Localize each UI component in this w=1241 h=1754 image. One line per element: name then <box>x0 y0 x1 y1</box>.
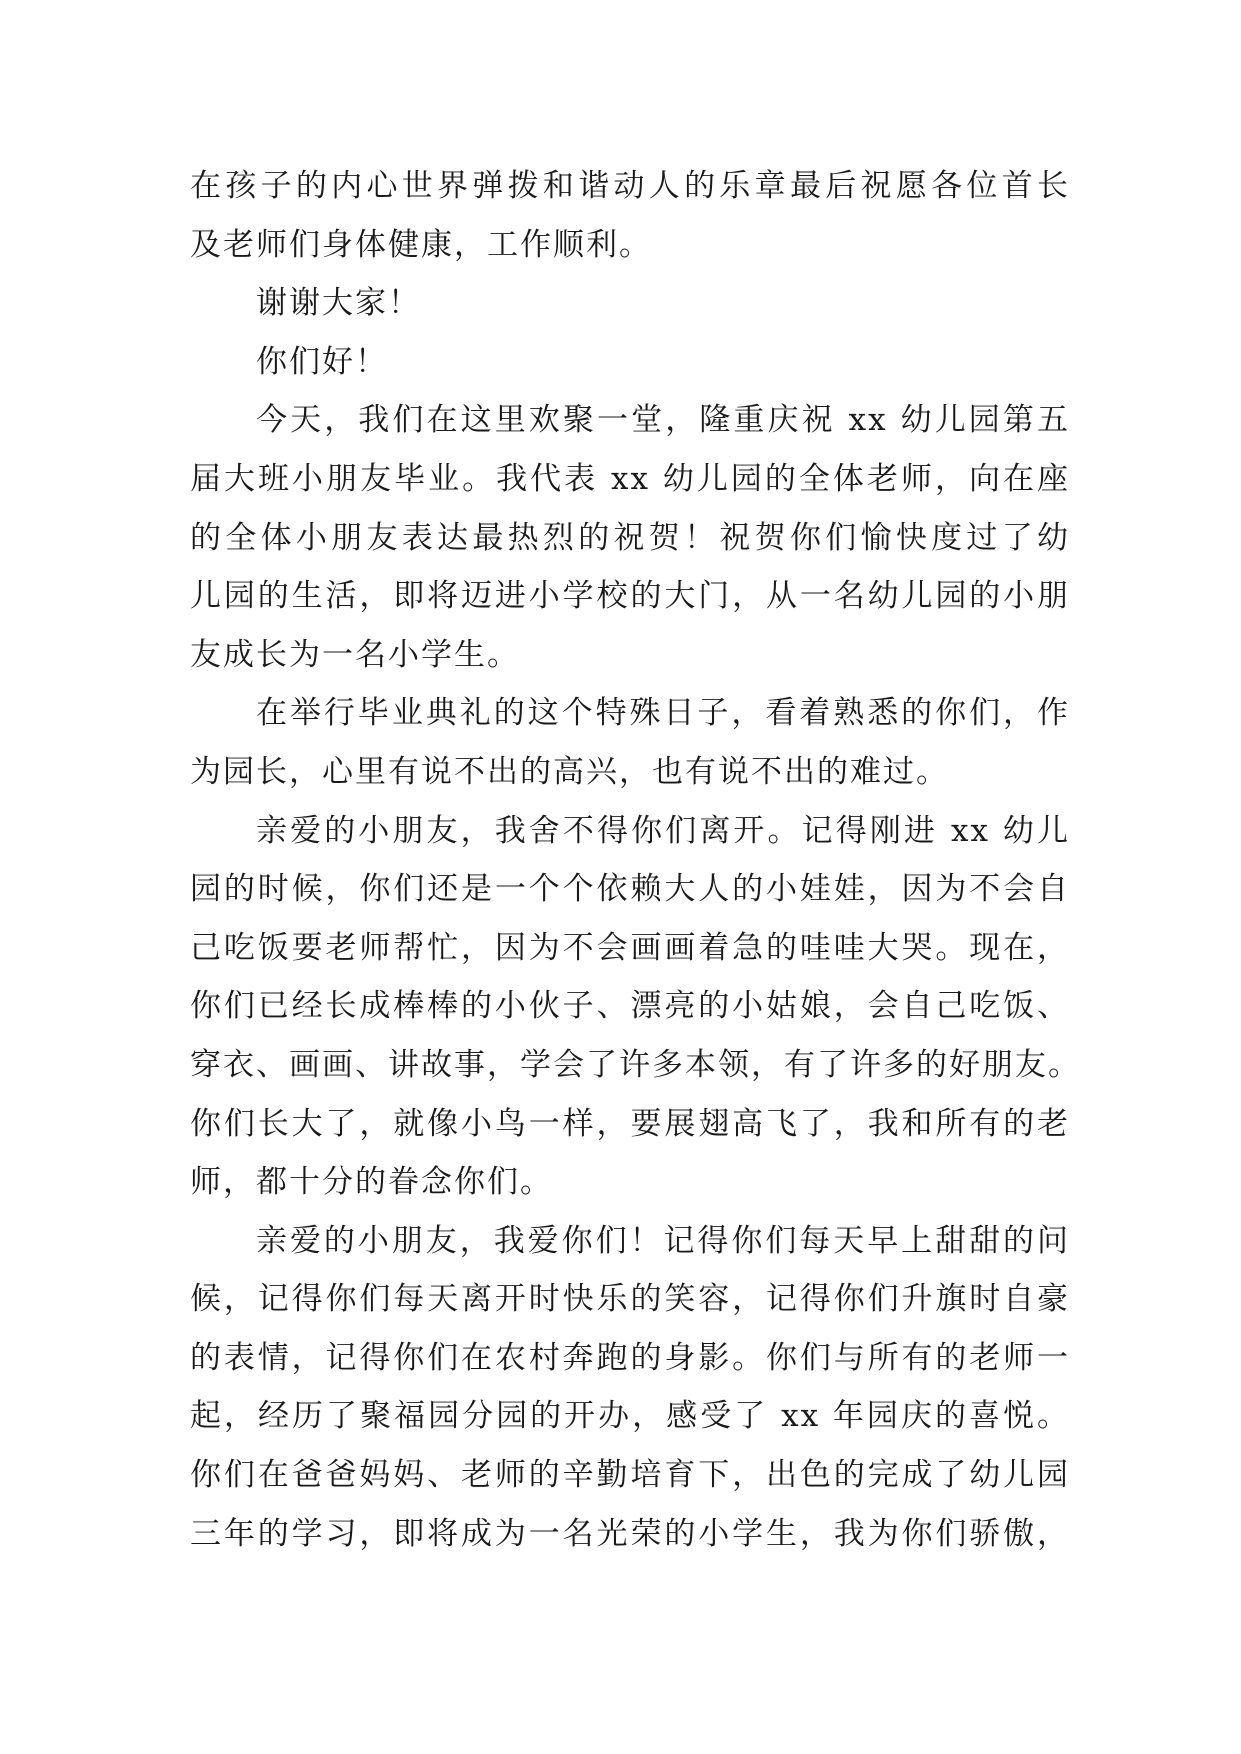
text-line: 儿园的生活，即将迈进小学校的大门，从一名幼儿园的小朋 <box>190 578 1070 615</box>
text-line: 为园长，心里有说不出的高兴，也有说不出的难过。 <box>190 753 949 790</box>
text-line: 在举行毕业典礼的这个特殊日子，看着熟悉的你们，作 <box>256 695 1070 732</box>
text-line: 届大班小朋友毕业。我代表 xx 幼儿园的全体老师，向在座 <box>190 460 1070 497</box>
text-line: 候，记得你们每天离开时快乐的笑容，记得你们升旗时自豪 <box>190 1281 1070 1318</box>
text-line: 友成长为一名小学生。 <box>190 636 520 673</box>
text-line: 亲爱的小朋友，我爱你们！记得你们每天早上甜甜的问 <box>256 1222 1070 1259</box>
text-line: 及老师们身体健康，工作顺利。 <box>190 226 652 263</box>
text-line: 今天，我们在这里欢聚一堂，隆重庆祝 xx 幼儿园第五 <box>256 402 1070 439</box>
text-line: 三年的学习，即将成为一名光荣的小学生，我为你们骄傲， <box>190 1515 1070 1552</box>
text-line: 师，都十分的眷念你们。 <box>190 1164 553 1201</box>
text-line: 谢谢大家！ <box>256 285 421 322</box>
text-line: 你们在爸爸妈妈、老师的辛勤培育下，出色的完成了幼儿园 <box>190 1457 1070 1494</box>
text-line: 在孩子的内心世界弹拨和谐动人的乐章最后祝愿各位首长 <box>190 168 1070 204</box>
text-line: 起，经历了聚福园分园的开办，感受了 xx 年园庆的喜悦。 <box>190 1398 1070 1435</box>
text-line: 的全体小朋友表达最热烈的祝贺！祝贺你们愉快度过了幼 <box>190 519 1070 556</box>
text-line: 的表情，记得你们在农村奔跑的身影。你们与所有的老师一 <box>190 1339 1070 1376</box>
text-line: 你们长大了，就像小鸟一样，要展翅高飞了，我和所有的老 <box>190 1105 1070 1142</box>
document-body <box>190 157 1081 1563</box>
text-line: 园的时候，你们还是一个个依赖大人的小娃娃，因为不会自 <box>190 871 1070 908</box>
text-line: 你们已经长成棒棒的小伙子、漂亮的小姑娘，会自己吃饭、 <box>190 988 1070 1025</box>
text-line: 亲爱的小朋友，我舍不得你们离开。记得刚进 xx 幼儿 <box>256 812 1070 849</box>
text-line: 己吃饭要老师帮忙，因为不会画画着急的哇哇大哭。现在， <box>190 929 1070 966</box>
text-line: 穿衣、画画、讲故事，学会了许多本领，有了许多的好朋友。 <box>190 1046 1081 1083</box>
text-line: 你们好！ <box>256 343 388 380</box>
